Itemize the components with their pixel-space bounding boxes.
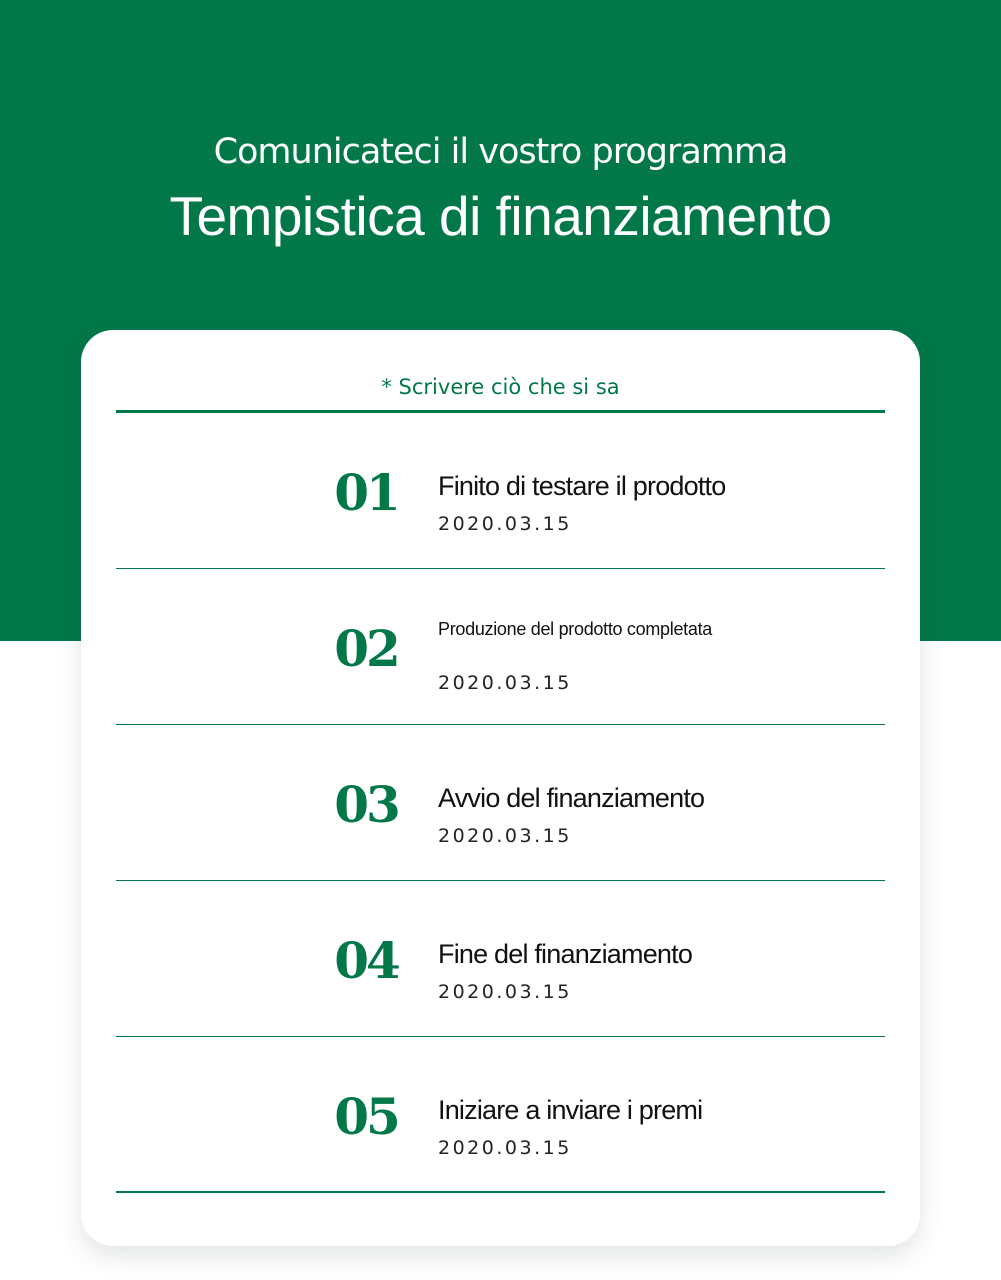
step-number: 01 (334, 463, 398, 522)
timeline-step-4 (116, 881, 885, 1037)
step-date: 2020.03.15 (438, 1137, 572, 1159)
step-number: 05 (334, 1087, 398, 1146)
step-number: 03 (334, 775, 398, 834)
page-title: Tempistica di finanziamento (169, 185, 832, 247)
step-date: 2020.03.15 (438, 672, 572, 694)
timeline-card (81, 330, 920, 1246)
step-date: 2020.03.15 (438, 981, 572, 1003)
step-number: 04 (334, 931, 398, 990)
step-number: 02 (334, 619, 398, 678)
step-label: Avvio del finanziamento (438, 783, 705, 813)
timeline-step-2 (116, 569, 885, 725)
step-date: 2020.03.15 (438, 825, 572, 847)
instruction-note: * Scrivere ciò che si sa (381, 375, 620, 399)
step-label: Fine del finanziamento (438, 939, 693, 969)
step-label: Produzione del prodotto completata (438, 619, 712, 639)
step-label: Finito di testare il prodotto (438, 471, 726, 501)
timeline-list (116, 413, 885, 1193)
timeline-step-1 (116, 413, 885, 569)
timeline-step-3 (116, 725, 885, 881)
step-date: 2020.03.15 (438, 513, 572, 535)
header-subtitle: Comunicateci il vostro programma (213, 132, 788, 172)
timeline-step-5 (116, 1037, 885, 1193)
step-label: Iniziare a inviare i premi (438, 1095, 703, 1125)
